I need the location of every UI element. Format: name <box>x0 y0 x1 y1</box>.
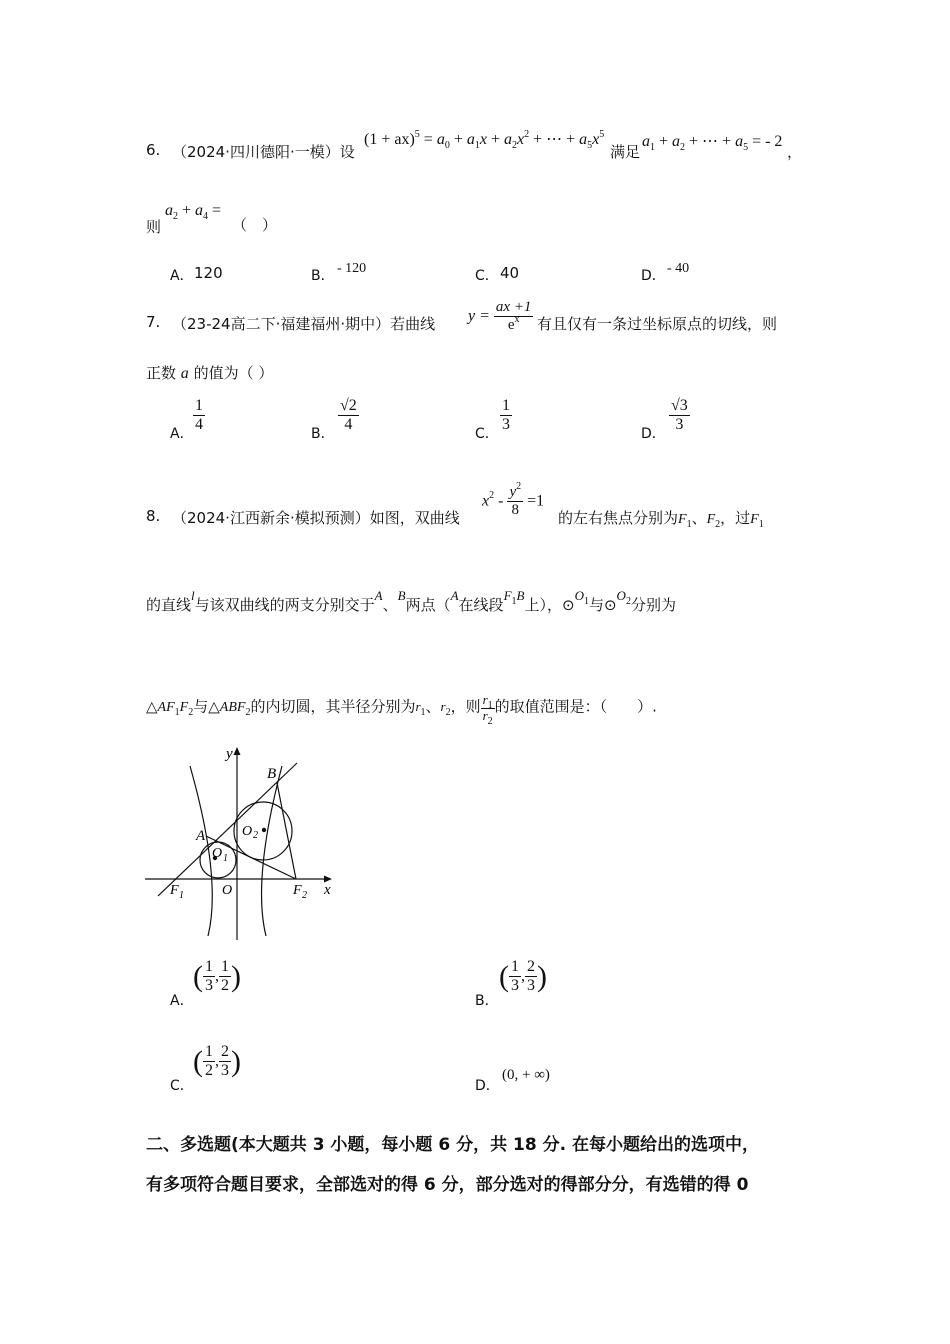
q8-line3: $\triangle AF_1F_2$与$\triangle ABF_2$的内切圆，其半径分别为$r_1$、$r_2$，则 $\frac{r_1}{r_2}$ 的取值范围是：（ ）. <box>146 692 657 727</box>
q6-option-a-value: 120 <box>194 264 223 282</box>
q6-sum-condition: $a_1 + a_2$ + ⋯ + $a_5$ = - 2 <box>642 133 783 153</box>
hyperbola-figure <box>140 740 340 945</box>
q8-source: （2024·江西新余·模拟预测）如图，双曲线 <box>172 509 460 527</box>
q8-option-c-value: ( $\frac{1}{2}$ , $\frac{2}{3}$ ) <box>193 1043 241 1080</box>
segment-BF2 <box>277 783 296 879</box>
q7-option-d-value: $\frac{√3}{3}$ <box>671 397 688 434</box>
center-O2 <box>262 828 266 832</box>
q7-option-c-value: $\frac{1}{3}$ <box>502 397 510 434</box>
line-l <box>158 763 297 896</box>
q7-source: （23-24高二下·福建福州·期中）若曲线 <box>172 315 436 333</box>
q6-equation: $(1 + ax)^5 = a_0 + a_1x + a_2x^2$ + ⋯ + $a_5x^5$ <box>364 129 605 151</box>
y-axis-label: y <box>226 746 233 762</box>
q7-line2: 正数 a 的值为（ ） <box>146 364 274 382</box>
q6-target-expr: $a_2 + a_4$ = <box>165 202 222 222</box>
F2-label: F <box>293 883 302 898</box>
q8-line2: 的直线l与该双曲线的两支分别交于A、B两点（A在线段$F_1B$上），$⊙O_1$与$⊙O_2$分别为 <box>146 588 676 614</box>
q8-option-a-value: ( $\frac{1}{3}$ , $\frac{1}{2}$ ) <box>193 958 241 995</box>
origin-label: O <box>222 883 233 898</box>
q6-satisfy: 满足 <box>610 143 641 161</box>
F2-subscript: 2 <box>302 890 307 901</box>
q6-then: 则 <box>146 218 162 236</box>
q8-option-b-value: ( $\frac{1}{3}$ , $\frac{2}{3}$ ) <box>499 958 547 995</box>
q8-number: 8. <box>146 507 161 525</box>
q8-option-d-value: (0, + ∞) <box>502 1067 550 1083</box>
O1-subscript: 1 <box>223 853 228 864</box>
q6-option-c-value: 40 <box>500 264 520 282</box>
q8-hyperbola: $x^2$ - $\frac{y^2}{8}$ =1 <box>482 481 545 519</box>
q7-option-a-value: $\frac{1}{4}$ <box>195 397 203 434</box>
q8-foci-text: 的左右焦点分别为$F_1$、$F_2$，过$F_1$ <box>558 509 764 530</box>
O2-label: O <box>242 824 253 839</box>
q6-comma: ， <box>787 143 803 161</box>
hyperbola-left-branch <box>190 766 212 936</box>
q6-number: 6. <box>146 141 161 159</box>
point-A-label: A <box>196 828 206 844</box>
q6-source: （2024·四川德阳·一模）设 <box>172 143 355 161</box>
q6-blank: （ ） <box>232 216 278 234</box>
y-axis-arrow <box>234 747 241 755</box>
q6-option-d-value: - 40 <box>667 261 690 276</box>
q7-curve: y = $\frac{ax +1}{e^x}$ <box>468 299 532 334</box>
q7-number: 7. <box>146 313 161 331</box>
section-2-line1: 二、多选题(本大题共 3 小题，每小题 6 分，共 18 分. 在每小题给出的选项中， <box>146 1135 759 1155</box>
O2-subscript: 2 <box>253 830 258 841</box>
F1-label: F <box>170 883 179 898</box>
q6-option-b-value: - 120 <box>337 261 367 276</box>
x-axis-label: x <box>324 882 331 898</box>
F1-subscript: 1 <box>179 890 184 901</box>
q7-option-b-value: $\frac{√2}{4}$ <box>340 397 357 434</box>
point-B-label: B <box>267 766 277 782</box>
q7-rest: 有且仅有一条过坐标原点的切线，则 <box>537 315 778 333</box>
section-2-line2: 有多项符合题目要求，全部选对的得 6 分，部分选对的得部分分，有选错的得 0 <box>146 1175 749 1195</box>
O1-label: O <box>212 846 223 861</box>
